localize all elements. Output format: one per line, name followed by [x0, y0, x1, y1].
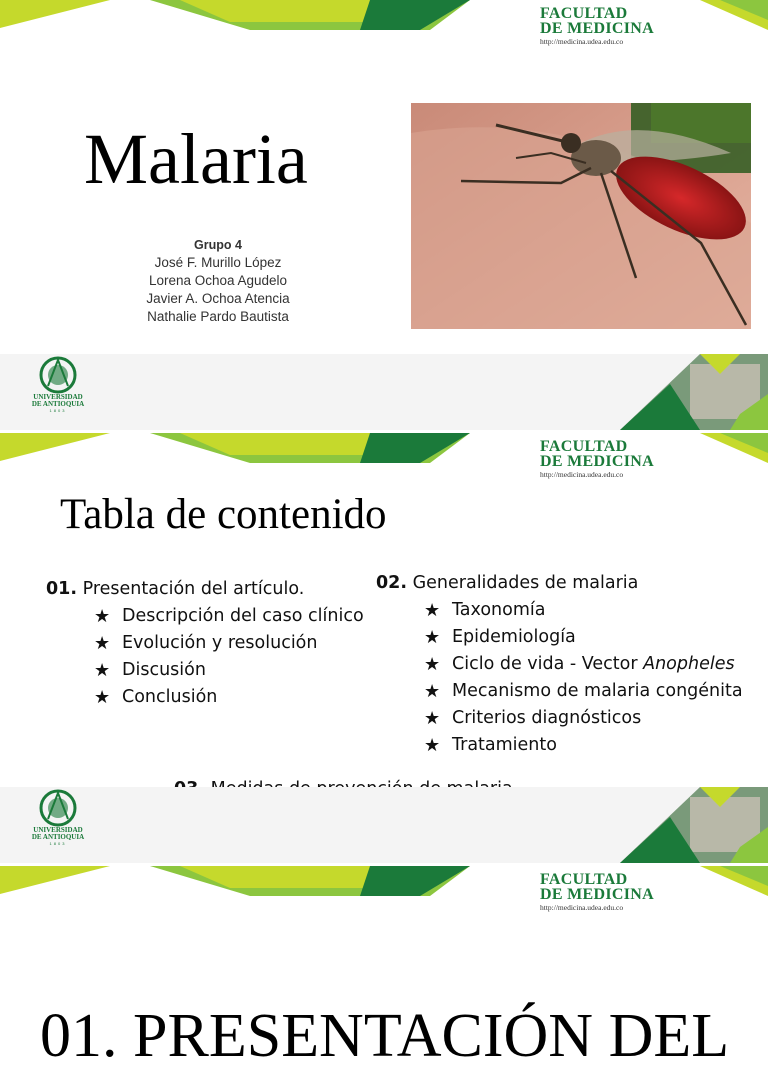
star-icon: ★: [94, 660, 111, 681]
university-seal-icon: [36, 356, 80, 394]
list-item: ★ Mecanismo de malaria congénita: [424, 678, 743, 705]
star-icon: ★: [94, 633, 111, 654]
section-number: 02.: [376, 573, 408, 593]
faculty-url: http://medicina.udea.edu.co: [540, 903, 624, 912]
slide-1: [0, 0, 768, 430]
faculty-logo: [540, 872, 654, 912]
slide-3: [0, 866, 768, 1070]
section-number: 01.: [46, 579, 78, 599]
slide-title: Tabla de contenido: [60, 491, 387, 538]
star-icon: ★: [424, 735, 441, 756]
section-label: Generalidades de malaria: [412, 573, 639, 593]
faculty-name-line2: DE MEDICINA: [540, 886, 654, 903]
star-icon: ★: [94, 606, 111, 627]
university-name-line2: DE ANTIOQUIA: [31, 833, 85, 841]
member-name: José F. Murillo López: [154, 255, 282, 270]
list-item: ★ Tratamiento: [424, 732, 743, 759]
section-label: Presentación del artículo.: [82, 579, 305, 599]
toc-section-1: [46, 576, 364, 711]
list-item: ★ Epidemiología: [424, 624, 743, 651]
list-item: ★ Ciclo de vida - Vector Anopheles: [424, 651, 743, 678]
slide-title: 01. PRESENTACIÓN DEL: [40, 1002, 730, 1070]
list-item: ★ Descripción del caso clínico: [94, 603, 364, 630]
faculty-name-line1: FACULTAD: [540, 5, 628, 22]
bottom-building-band: [0, 354, 768, 430]
list-item: ★ Evolución y resolución: [94, 630, 364, 657]
university-name-line1: UNIVERSIDAD: [33, 826, 83, 834]
star-icon: ★: [424, 708, 441, 729]
university-seal-icon: [36, 789, 80, 827]
university-logo: [28, 356, 88, 413]
toc-section-2: [376, 570, 743, 759]
slide-title: Malaria: [84, 119, 308, 199]
star-icon: ★: [424, 627, 441, 648]
university-year: 1803: [49, 841, 67, 846]
faculty-url: http://medicina.udea.edu.co: [540, 37, 624, 46]
faculty-url: http://medicina.udea.edu.co: [540, 470, 624, 479]
list-item: ★ Taxonomía: [424, 597, 743, 624]
faculty-name-line2: DE MEDICINA: [540, 20, 654, 37]
faculty-logo: [540, 439, 654, 479]
mosquito-photo: [411, 103, 751, 329]
star-icon: ★: [424, 600, 441, 621]
faculty-logo: [540, 6, 654, 46]
member-name: Lorena Ochoa Agudelo: [148, 273, 288, 288]
member-name: Javier A. Ochoa Atencia: [146, 291, 290, 306]
university-name-line2: DE ANTIOQUIA: [31, 400, 85, 408]
university-year: 1803: [49, 408, 67, 413]
star-icon: ★: [424, 654, 441, 675]
university-name-line1: UNIVERSIDAD: [33, 393, 83, 401]
faculty-name-line2: DE MEDICINA: [540, 453, 654, 470]
university-logo: [28, 789, 88, 846]
member-name: Nathalie Pardo Bautista: [147, 309, 289, 324]
list-item: ★ Conclusión: [94, 684, 364, 711]
bottom-building-band: [0, 787, 768, 863]
slide-2: [0, 433, 768, 865]
faculty-name-line1: FACULTAD: [540, 871, 628, 888]
star-icon: ★: [94, 687, 111, 708]
faculty-name-line1: FACULTAD: [540, 438, 628, 455]
list-item: ★ Discusión: [94, 657, 364, 684]
group-info: [118, 236, 318, 326]
group-label: Grupo 4: [194, 238, 242, 252]
list-item: ★ Criterios diagnósticos: [424, 705, 743, 732]
star-icon: ★: [424, 681, 441, 702]
